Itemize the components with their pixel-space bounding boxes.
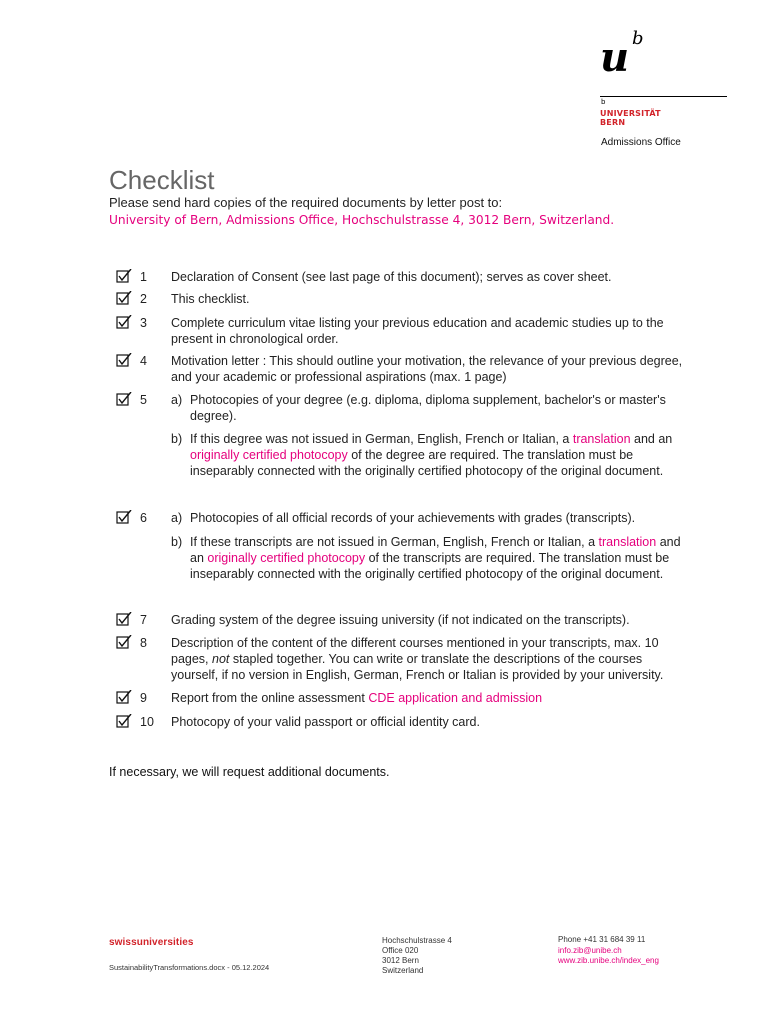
certified-photocopy-link[interactable]: originally certified photocopy (190, 448, 348, 462)
checked-box-icon (116, 635, 132, 649)
text-run: stapled together. You can write or translate the descriptions of the courses yourself, if no version in English, German, French or Italian is provided by your university. (171, 652, 664, 682)
item-number: 7 (140, 613, 147, 627)
logo-bern-text: BERN (600, 118, 626, 127)
item-text (171, 690, 689, 706)
checked-box-icon (116, 269, 132, 283)
text-run: If this degree was not issued in German, English, French or Italian, a (190, 432, 573, 446)
checked-box-icon (116, 612, 132, 626)
logo-b: b (632, 28, 644, 49)
checked-box-icon (116, 315, 132, 329)
text-run: If these transcripts are not issued in German, English, French or Italian, a (190, 535, 599, 549)
office-name: Admissions Office (601, 137, 681, 148)
translation-link[interactable]: translation (572, 432, 631, 446)
item-number: 8 (140, 636, 147, 650)
document-filename: SustainabilityTransformations.docx - 05.12.2024 (109, 963, 270, 972)
item-text: Complete curriculum vitae listing your previous education and academic studies up to the present in chronological order. (171, 316, 664, 346)
sub-item-label: b) (171, 535, 183, 549)
sub-item-label: a) (171, 393, 183, 407)
checked-box-icon (116, 510, 132, 524)
item-number: 5 (140, 393, 147, 407)
item-text: Motivation letter : This should outline your motivation, the relevance of your previous degree, and your academic or professional aspirations (max. 1 page) (171, 354, 683, 384)
item-text: Declaration of Consent (see last page of this document); serves as cover sheet. (171, 270, 612, 284)
item-number: 2 (140, 292, 147, 306)
sub-item-text: Photocopies of your degree (e.g. diploma, diploma supplement, bachelor's or master's degree). (190, 393, 666, 423)
logo-university-text: UNIVERSITÄT (600, 109, 661, 118)
text-run: Report from the online assessment (171, 691, 369, 705)
footer-web-link[interactable]: www.zib.unibe.ch/index_eng (558, 956, 659, 965)
sub-item-text: Photocopies of all official records of your achievements with grades (transcripts). (190, 511, 636, 525)
item-number: 6 (140, 511, 147, 525)
sub-item-label: a) (171, 511, 183, 525)
text-run: of the transcripts are required. The translation must be inseparably connected with the originally certified photocopy of the original document. (190, 551, 670, 581)
item-number: 10 (140, 715, 154, 729)
certified-photocopy-link[interactable]: originally certified photocopy (207, 551, 366, 565)
checked-box-icon (116, 291, 132, 305)
item-text: Photocopy of your valid passport or official identity card. (171, 715, 480, 729)
university-logo (600, 30, 728, 150)
checked-box-icon (116, 690, 132, 704)
text-run: of the degree are required. The translation must be inseparably connected with the originally certified photocopy of the original document. (190, 448, 664, 478)
item-text: This checklist. (171, 292, 250, 306)
intro-text: Please send hard copies of the required documents by letter post to: (109, 195, 503, 210)
item-number: 9 (140, 691, 147, 705)
cde-application-link[interactable]: CDE application and admission (368, 691, 543, 705)
item-text (171, 635, 689, 683)
sub-item-label: b) (171, 432, 183, 446)
logo-small-b: b (601, 98, 606, 106)
item-number: 4 (140, 354, 147, 368)
footer-email-link[interactable]: info.zib@unibe.ch (558, 946, 622, 955)
item-number: 1 (140, 270, 147, 284)
logo-u: u (600, 34, 630, 81)
sub-item-text (190, 534, 690, 582)
item-number: 3 (140, 316, 147, 330)
footer-address-line: 3012 Bern (382, 956, 419, 965)
checked-box-icon (116, 714, 132, 728)
item-text: Grading system of the degree issuing university (if not indicated on the transcripts). (171, 613, 630, 627)
checked-box-icon (116, 353, 132, 367)
emphasis-text: not (212, 652, 230, 666)
sub-item-text (190, 431, 690, 479)
postal-address: University of Bern, Admissions Office, Hochschulstrasse 4, 3012 Bern, Switzerland. (109, 213, 615, 227)
checked-box-icon (116, 392, 132, 406)
text-run: and an (630, 432, 673, 446)
closing-note: If necessary, we will request additional documents. (109, 765, 390, 779)
page-title: Checklist (109, 165, 215, 195)
footer-address-line: Switzerland (382, 966, 424, 975)
text-run: and an (190, 535, 681, 565)
footer-phone: Phone +41 31 684 39 11 (558, 935, 646, 944)
text-run: Description of the content of the different courses mentioned in your transcripts, max. 10 pages, (171, 636, 659, 666)
swissuniversities-logo: swissuniversities (109, 937, 194, 948)
translation-link[interactable]: translation (598, 535, 657, 549)
logo-rule (600, 96, 727, 97)
footer-address-line: Office 020 (382, 946, 419, 955)
footer-address-line: Hochschulstrasse 4 (382, 936, 452, 945)
